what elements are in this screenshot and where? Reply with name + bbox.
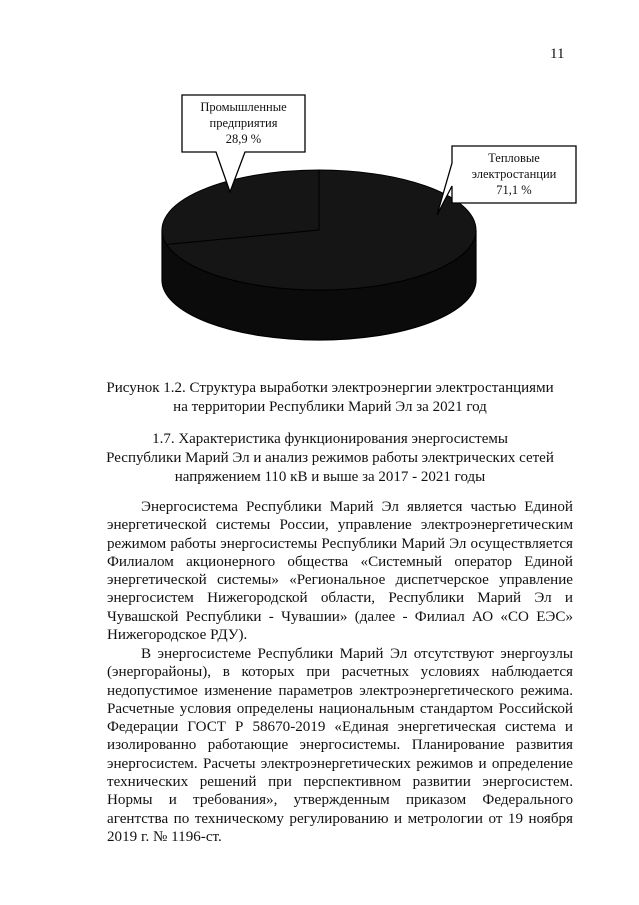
pie-data-label: предприятия — [209, 116, 278, 130]
pie-data-label: 28,9 % — [225, 132, 262, 146]
pie-chart — [0, 0, 639, 370]
pie-body — [162, 170, 476, 340]
figure-caption — [70, 379, 590, 417]
pie-data-label: Промышленные — [200, 100, 287, 114]
pie-data-label: Тепловые — [488, 151, 540, 165]
body-paragraph-1: Энергосистема Республики Марий Эл является частью Единой энергетической системы России, управление электроэнергетическим режимом работы энергосистемы Республики Марий Эл осуществляется Филиалом акционерного общества «Системный оператор Единой энергетической системы» «Региональное диспетчерское управление энергосистем Нижегородской области, Республики Марий Эл и Чувашской Республики - Чувашии» (далее - Филиал АО «СО ЕЭС» Нижегородское РДУ). — [107, 499, 573, 644]
pie-data-label: электростанции — [471, 167, 557, 181]
figure-caption-line-1: Рисунок 1.2. Структура выработки электроэнергии электростанциями — [106, 380, 554, 396]
figure-caption-line-2: на территории Республики Марий Эл за 2021 год — [173, 399, 487, 415]
section-heading-line-1: 1.7. Характеристика функционирования энергосистемы — [152, 431, 508, 447]
pie-data-label: 71,1 % — [496, 183, 532, 197]
page-number: 11 — [550, 46, 565, 62]
section-heading — [70, 430, 590, 487]
section-heading-line-2: Республики Марий Эл и анализ режимов работы электрических сетей — [106, 450, 554, 466]
section-heading-line-3: напряжением 110 кВ и выше за 2017 - 2021 годы — [174, 469, 486, 485]
body-paragraph-2: В энергосистеме Республики Марий Эл отсутствуют энергоузлы (энергорайоны), в которых при расчетных условиях наблюдается недопустимое изменение параметров электроэнергетического режима. Расчетные условия определены национальным стандартом Российской Федерации ГОСТ Р 58670-2019 «Единая энергетическая система и изолированно работающие энергосистемы. Планирование развития энергосистем. Расчеты электроэнергетических режимов и определение технических решений при перспективном развитии энергосистем. Нормы и требования», утвержденным приказом Федерального агентства по техническому регулированию и метрологии от 19 ноября 2019 г. № 1196-ст. — [107, 646, 573, 845]
